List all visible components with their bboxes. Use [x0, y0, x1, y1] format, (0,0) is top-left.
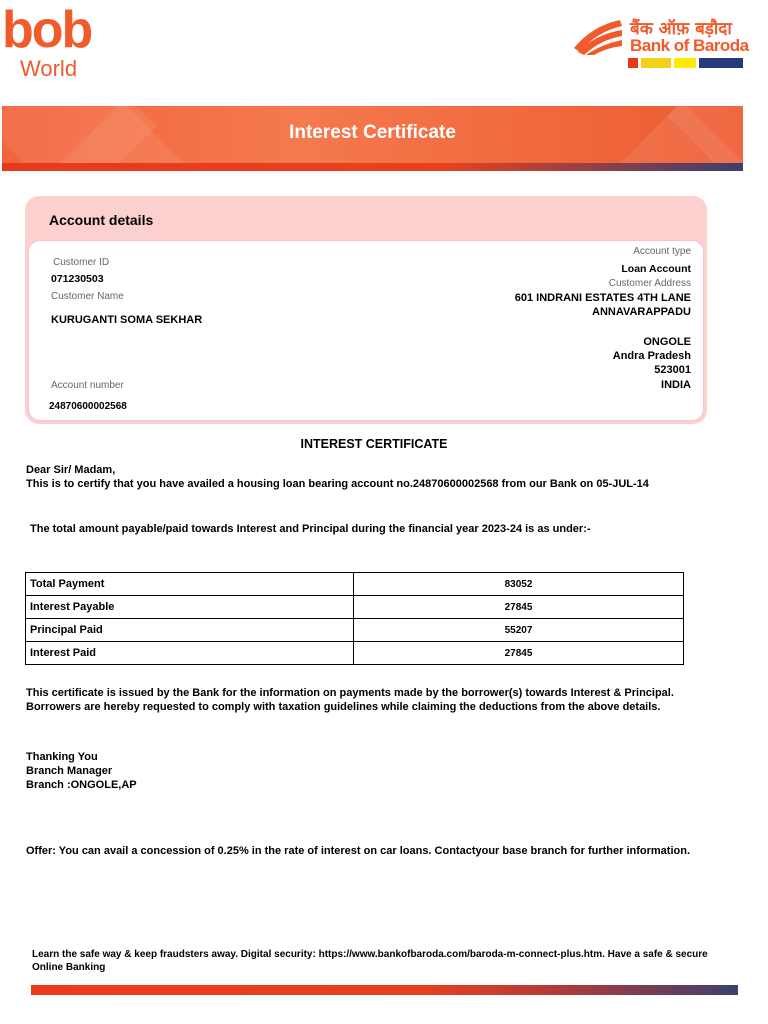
table-row [26, 642, 684, 665]
customer-name-label: Customer Name [51, 291, 124, 302]
table-row [26, 596, 684, 619]
branch-text: Branch :ONGOLE,AP [26, 779, 137, 791]
table-row [26, 573, 684, 596]
bob-logo-text: bob [2, 1, 92, 59]
row-value: 27845 [354, 596, 684, 619]
salutation: Dear Sir/ Madam, [26, 464, 116, 476]
account-type-label: Account type [633, 246, 691, 257]
table-row [26, 619, 684, 642]
account-number-value: 24870600002568 [49, 401, 127, 412]
bank-name-english: Bank of Baroda [630, 36, 749, 55]
payment-table [25, 572, 684, 665]
address-line-6: INDIA [661, 379, 691, 391]
bank-of-baroda-logo [570, 16, 749, 72]
customer-address-label: Customer Address [608, 278, 691, 289]
account-details-title: Account details [49, 212, 154, 228]
account-type-value: Loan Account [621, 263, 691, 275]
manager-text: Branch Manager [26, 765, 113, 777]
account-details-body [28, 240, 704, 421]
issued-statement-2: Borrowers are hereby requested to comply with taxation guidelines while claiming the deductions from the above details. [26, 701, 661, 713]
address-line-3: ONGOLE [643, 336, 691, 348]
issued-statement-1: This certificate is issued by the Bank for the information on payments made by the borrower(s) towards Interest & Principal. [26, 687, 674, 699]
address-line-5: 523001 [654, 364, 691, 376]
footer-bar [31, 985, 738, 995]
partner-logos-strip [628, 58, 743, 68]
security-notice-line-1: Learn the safe way & keep fraudsters away. Digital security: https://www.bankofbaroda.com/baroda-m-connect-plus.htm. Have a safe & secure [32, 949, 708, 960]
customer-id-label: Customer ID [53, 257, 110, 268]
baroda-sun-icon [572, 18, 624, 56]
account-number-label: Account number [51, 380, 124, 391]
bank-name-hindi: बैंक ऑफ़ बड़ौदा [630, 19, 732, 39]
row-value: 83052 [354, 573, 684, 596]
address-line-1: 601 INDRANI ESTATES 4TH LANE [514, 292, 691, 304]
banner-title: Interest Certificate [289, 122, 456, 143]
offer-text: Offer: You can avail a concession of 0.25% in the rate of interest on car loans. Contactyour base branch for further information. [26, 845, 691, 857]
row-label: Principal Paid [26, 619, 354, 642]
customer-id-value: 071230503 [51, 273, 104, 285]
address-line-2: ANNAVARAPPADU [592, 306, 691, 318]
title-banner [2, 106, 743, 171]
security-notice [32, 948, 744, 974]
certify-statement: This is to certify that you have availed a housing loan bearing account no.24870600002568 from our Bank on 05-JUL-14 [26, 478, 649, 490]
customer-name-value: KURUGANTI SOMA SEKHAR [51, 314, 203, 326]
address-line-4: Andra Pradesh [612, 350, 691, 362]
certificate-heading: INTEREST CERTIFICATE [300, 437, 448, 451]
bob-world-logo [0, 1, 130, 84]
row-label: Interest Payable [26, 596, 354, 619]
row-label: Interest Paid [26, 642, 354, 665]
security-notice-line-2: Online Banking [32, 962, 106, 973]
total-statement: The total amount payable/paid towards Interest and Principal during the financial year 2023-24 is as under:- [30, 523, 591, 535]
thanking-text: Thanking You [26, 751, 98, 763]
banner-underline [2, 163, 743, 171]
world-logo-text: World [20, 56, 78, 81]
row-value: 27845 [354, 642, 684, 665]
row-value: 55207 [354, 619, 684, 642]
row-label: Total Payment [26, 573, 354, 596]
